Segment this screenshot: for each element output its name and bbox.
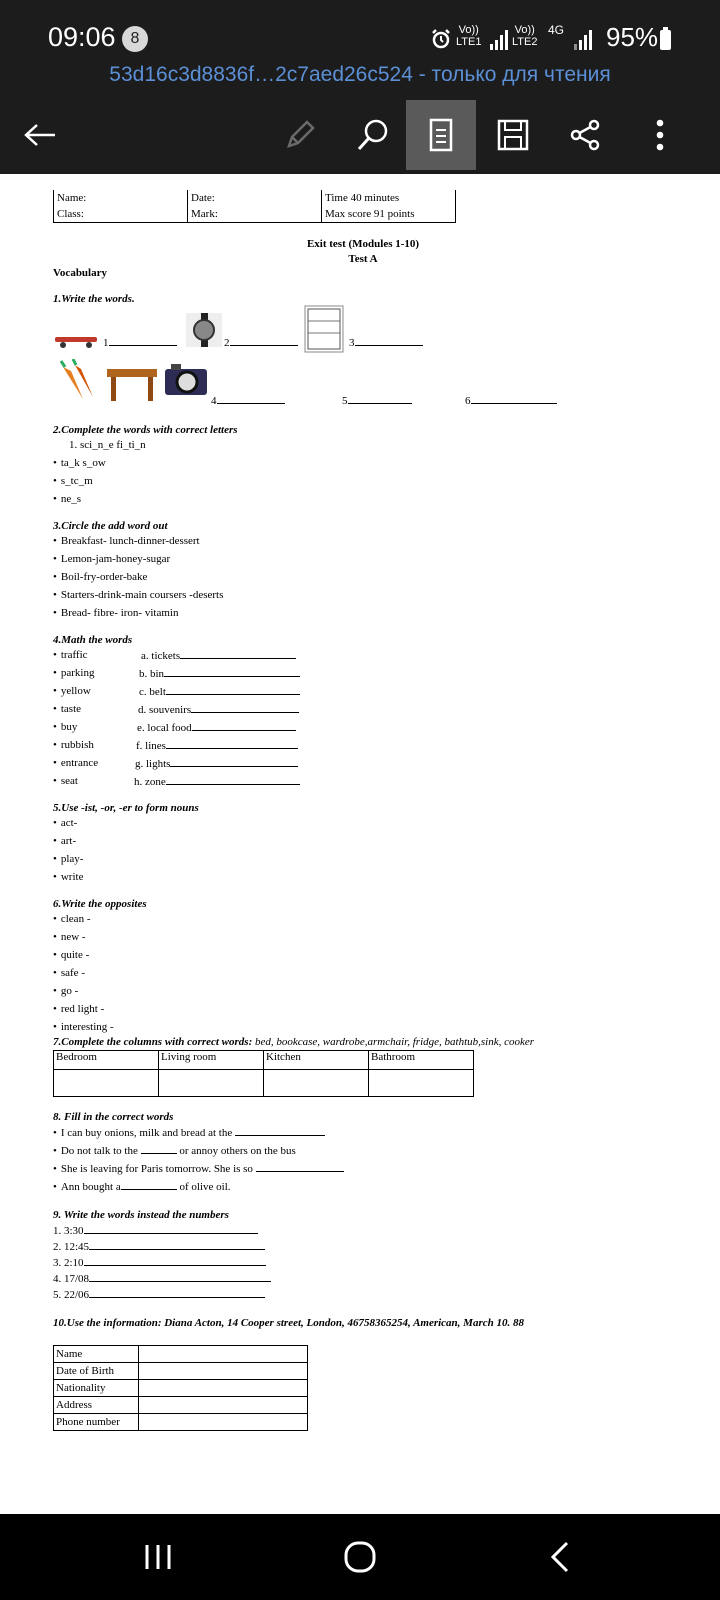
section-8-title: 8. Fill in the correct words <box>53 1111 174 1123</box>
blank-2-number: 2 <box>224 337 230 349</box>
match-right: e. local food <box>137 718 296 737</box>
camera-image <box>163 359 209 402</box>
match-row <box>53 664 673 682</box>
blank-2 <box>224 333 298 349</box>
match-left: • yellow <box>53 685 91 697</box>
sim1-label: Vo)) LTE1 <box>456 24 482 48</box>
fridge-image <box>304 305 344 356</box>
match-row <box>53 736 673 754</box>
match-row <box>53 754 673 772</box>
blank-1 <box>103 333 177 349</box>
info-label: Date of Birth <box>54 1363 139 1380</box>
student-info-table <box>53 190 456 223</box>
test-title: Exit test (Modules 1-10) <box>306 238 420 250</box>
sim2-label: Vo)) LTE2 <box>512 24 538 48</box>
match-left: • seat <box>53 775 78 787</box>
alarm-icon <box>430 28 452 55</box>
info-label: Phone number <box>54 1414 139 1431</box>
match-left: • rubbish <box>53 739 94 751</box>
document-content <box>53 190 673 1431</box>
max-score-cell: Max score 91 points <box>322 206 456 223</box>
s3-item: • Boil-fry-order-bake <box>53 568 673 586</box>
match-left: • traffic <box>53 649 88 661</box>
match-left: • entrance <box>53 757 98 769</box>
match-right: b. bin <box>139 664 300 683</box>
section-10-title: 10.Use the information: Diana Acton, 14 Cooper street, London, 46758365254, American, March 10. 88 <box>53 1317 524 1329</box>
match-row <box>53 772 673 790</box>
recent-apps-icon[interactable] <box>128 1534 188 1580</box>
match-left: • parking <box>53 667 94 679</box>
s3-item: • Lemon-jam-honey-sugar <box>53 550 673 568</box>
s2-item-3: • s_tc_m <box>53 472 673 490</box>
col-kitchen: Kitchen <box>264 1051 369 1070</box>
carrots-image <box>53 359 101 406</box>
s9-item: 1. 3:30 <box>53 1221 673 1237</box>
section-2-title: 2.Complete the words with correct letters <box>53 424 238 436</box>
section-4-title: 4.Math the words <box>53 634 133 646</box>
section-1-pictures <box>53 305 673 410</box>
match-row <box>53 682 673 700</box>
match-left: • buy <box>53 721 77 733</box>
blank-3-number: 3 <box>349 337 355 349</box>
save-icon[interactable] <box>478 100 548 170</box>
s2-item-1: 1. sci_n_e fi_ti_n <box>69 439 146 451</box>
blank-5-number: 5 <box>342 395 348 407</box>
s6-item: • clean - <box>53 910 673 928</box>
home-icon[interactable] <box>330 1534 390 1580</box>
rooms-columns-table <box>53 1050 474 1097</box>
s6-item: • safe - <box>53 964 673 982</box>
col-bedroom: Bedroom <box>54 1051 159 1070</box>
section-5-title: 5.Use -ist, -or, -er to form nouns <box>53 802 199 814</box>
section-9-title: 9. Write the words instead the numbers <box>53 1209 229 1221</box>
blank-6 <box>465 391 557 407</box>
document-page[interactable] <box>0 174 720 1514</box>
match-right: a. tickets <box>141 646 296 665</box>
blank-4-number: 4 <box>211 395 217 407</box>
s5-item: • art- <box>53 832 673 850</box>
clock: 09:06 <box>48 22 116 52</box>
share-icon[interactable] <box>550 100 620 170</box>
s6-item: • red light - <box>53 1000 673 1018</box>
match-right: h. zone <box>134 772 300 791</box>
s8-item: • She is leaving for Paris tomorrow. She is so <box>53 1159 673 1177</box>
vocabulary-heading: Vocabulary <box>53 267 107 279</box>
time-cell: Time 40 minutes <box>322 190 456 206</box>
date-cell: Date: <box>188 190 322 206</box>
class-cell: Class: <box>54 206 188 223</box>
blank-5 <box>342 391 412 407</box>
back-icon[interactable] <box>530 1534 590 1580</box>
match-left: • taste <box>53 703 81 715</box>
s9-item: 2. 12:45 <box>53 1237 673 1253</box>
s9-item: 4. 17/08 <box>53 1269 673 1285</box>
s9-item: 3. 2:10 <box>53 1253 673 1269</box>
system-navigation-bar <box>0 1514 720 1600</box>
info-label: Nationality <box>54 1380 139 1397</box>
s6-item: • interesting - <box>53 1018 673 1036</box>
skateboard-image <box>53 335 99 352</box>
battery-icon <box>660 30 671 50</box>
viewer-toolbar <box>0 100 720 170</box>
name-cell: Name: <box>54 190 188 206</box>
s5-item: • play- <box>53 850 673 868</box>
reading-mode-icon[interactable] <box>406 100 476 170</box>
info-label: Name <box>54 1346 139 1363</box>
match-row <box>53 646 673 664</box>
more-icon[interactable] <box>625 100 695 170</box>
s3-item: • Starters-drink-main coursers -deserts <box>53 586 673 604</box>
match-right: f. lines <box>136 736 298 755</box>
s3-item: • Breakfast- lunch-dinner-dessert <box>53 532 673 550</box>
mark-cell: Mark: <box>188 206 322 223</box>
s8-item: • I can buy onions, milk and bread at the <box>53 1123 673 1141</box>
edit-pencil-icon[interactable] <box>265 100 335 170</box>
section-1-title: 1.Write the words. <box>53 293 135 305</box>
info-label: Address <box>54 1397 139 1414</box>
status-bar <box>0 0 720 62</box>
match-row <box>53 700 673 718</box>
test-subtitle: Test A <box>348 253 378 265</box>
s2-item-4: • ne_s <box>53 490 673 508</box>
s5-item: • write <box>53 868 673 886</box>
s6-item: • go - <box>53 982 673 1000</box>
match-right: c. belt <box>139 682 300 701</box>
section-7-title: 7.Complete the columns with correct words: bed, bookcase, wardrobe,armchair, fridge, bathtub,sink, cooker <box>53 1036 535 1048</box>
s9-item: 5. 22/06 <box>53 1285 673 1301</box>
search-icon[interactable] <box>338 100 408 170</box>
col-bathroom: Bathroom <box>369 1051 474 1070</box>
watch-image <box>186 313 222 350</box>
s6-item: • quite - <box>53 946 673 964</box>
s6-item: • new - <box>53 928 673 946</box>
col-living-room: Living room <box>159 1051 264 1070</box>
file-title: 53d16c3d8836f…2c7aed26c524 - только для чтения <box>109 63 611 86</box>
match-right: d. souvenirs <box>138 700 299 719</box>
notification-count-badge: 8 <box>122 26 148 52</box>
battery-percent: 95% <box>606 22 659 52</box>
s3-item: • Bread- fibre- iron- vitamin <box>53 604 673 622</box>
blank-1-number: 1 <box>103 337 109 349</box>
s2-item-2: • ta_k s_ow <box>53 454 673 472</box>
section-3-title: 3.Circle the add word out <box>53 520 168 532</box>
network-type-label: 4G <box>548 23 565 37</box>
back-arrow-icon[interactable] <box>5 100 75 170</box>
blank-4 <box>211 391 285 407</box>
blank-3 <box>349 333 423 349</box>
section-6-title: 6.Write the opposites <box>53 898 147 910</box>
s8-item: • Do not talk to the or annoy others on the bus <box>53 1141 673 1159</box>
personal-info-table <box>53 1345 308 1431</box>
blank-6-number: 6 <box>465 395 471 407</box>
match-right: g. lights <box>135 754 298 773</box>
s5-item: • act- <box>53 814 673 832</box>
match-row <box>53 718 673 736</box>
table-image <box>105 363 159 406</box>
s8-item: • Ann bought a of olive oil. <box>53 1177 673 1195</box>
